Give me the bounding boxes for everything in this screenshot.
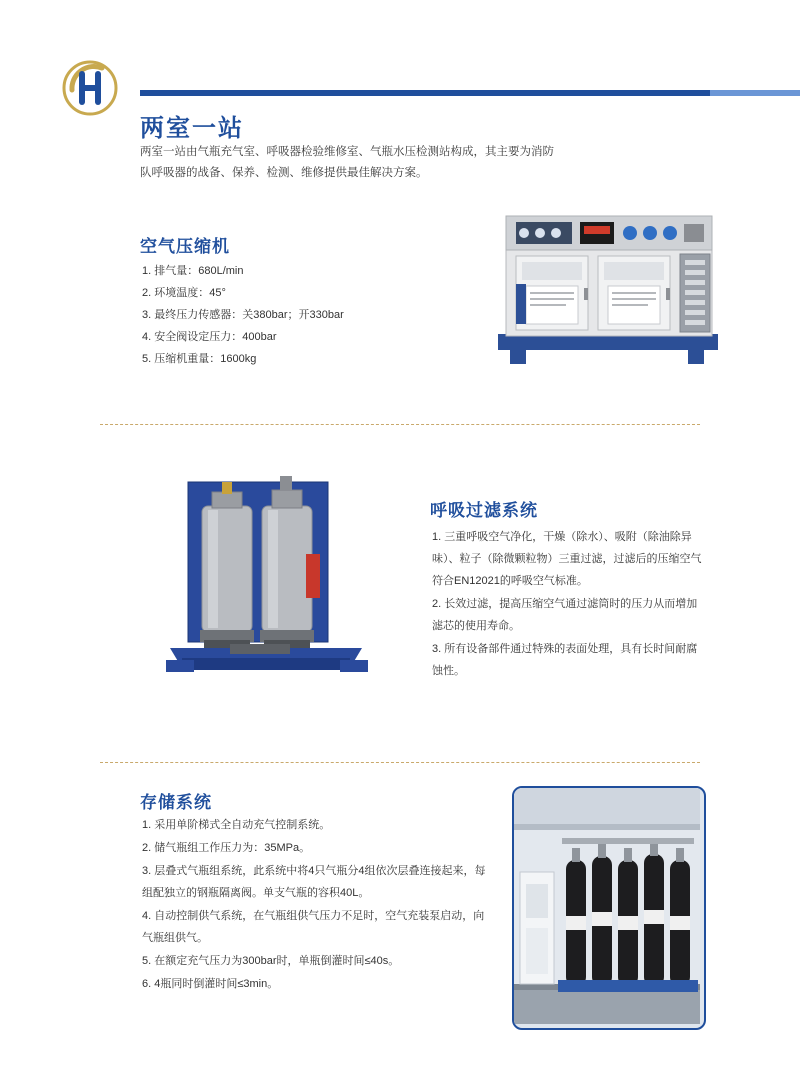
section-divider-1 — [100, 424, 700, 425]
list-item: 2. 环境温度：45° — [142, 287, 226, 299]
list-item: 5. 压缩机重量：1600kg — [142, 353, 257, 365]
company-logo-icon — [62, 60, 118, 116]
page-header — [0, 52, 800, 122]
list-item: 4. 安全阀设定压力：400bar — [142, 331, 277, 343]
list-item: 2. 长效过滤，提高压缩空气通过滤筒时的压力从而增加滤芯的使用寿命。 — [432, 598, 698, 632]
storage-spec-list — [142, 814, 492, 996]
list-item: 5. 在额定充气压力为300bar时，单瓶倒灌时间≤40s。 — [142, 955, 400, 967]
section-divider-2 — [100, 762, 700, 763]
section-title-storage: 存储系统 — [140, 793, 212, 812]
air-compressor-photo — [480, 192, 742, 378]
header-rule-primary — [140, 90, 800, 96]
list-item: 3. 层叠式气瓶组系统，此系统中将4只气瓶分4组依次层叠连接起来，每组配独立的钢瓶隔离阀。单支气瓶的容积40L。 — [142, 865, 486, 899]
list-item: 1. 三重呼吸空气净化，干燥（除水）、吸附（除油除异味）、粒子（除微颗粒物）三重过滤，过滤后的压缩空气符合EN12021的呼吸空气标准。 — [432, 531, 702, 587]
list-item: 6. 4瓶同时倒灌时间≤3min。 — [142, 978, 279, 990]
section-title-compressor: 空气压缩机 — [140, 237, 230, 256]
list-item: 3. 最终压力传感器：关380bar；开330bar — [142, 309, 344, 321]
page-title: 两室一站 — [140, 115, 244, 142]
header-rule-secondary — [710, 90, 800, 96]
list-item: 1. 排气量：680L/min — [142, 265, 244, 277]
list-item: 2. 储气瓶组工作压力为：35MPa。 — [142, 842, 311, 854]
page-intro: 两室一站由气瓶充气室、呼吸器检验维修室、气瓶水压检测站构成，其主要为消防队呼吸器的战备、保养、检测、维修提供最佳解决方案。 — [140, 146, 554, 179]
list-item: 1. 采用单阶梯式全自动充气控制系统。 — [142, 819, 331, 831]
filter-spec-list — [432, 526, 704, 683]
list-item: 4. 自动控制供气系统，在气瓶组供气压力不足时，空气充装泵启动，向气瓶组供气。 — [142, 910, 485, 944]
list-item: 3. 所有设备部件通过特殊的表面处理，具有长时间耐腐蚀性。 — [432, 643, 698, 677]
section-title-filter: 呼吸过滤系统 — [430, 501, 538, 520]
storage-cylinders-photo — [512, 786, 706, 1030]
compressor-spec-list — [142, 260, 482, 370]
filter-system-photo — [130, 462, 420, 694]
